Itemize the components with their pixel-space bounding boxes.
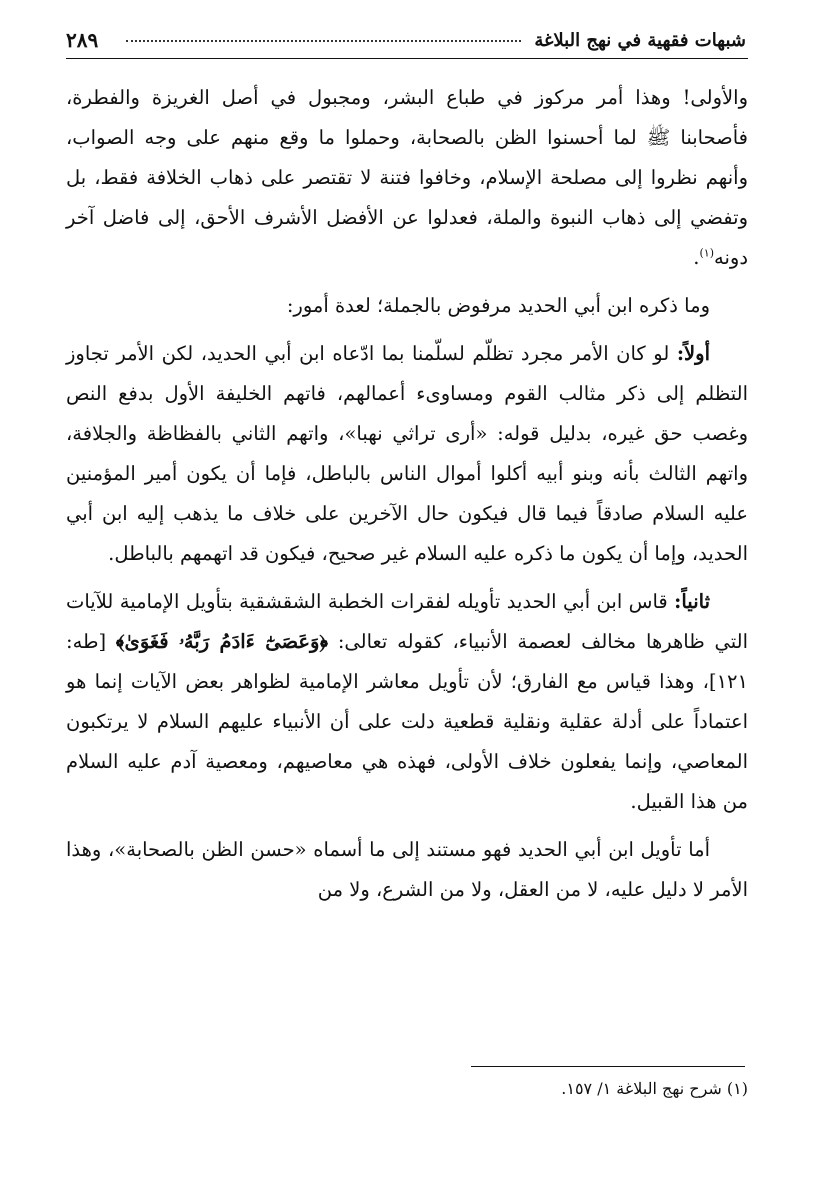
paragraph-3-text: لو كان الأمر مجرد تظلّم لسلّمنا بما ادّعاه ابن أبي الحديد، لكن الأمر تجاوز التظلم إلى ذكر مثالب القوم ومساوىء أعمالهم، فاتهم الخليفة الأول بدفع النص وغصب حق غيره، بدليل قوله: «أرى تراثي نهبا»، واتهم الثاني بالفظاظة والجلافة، واتهم الثالث بأنه وبنو أبيه أكلوا أموال الناس بالباطل، فإما أن يكون أمير المؤمنين عليه السلام صادقاً فيما قال فيكون حال الآخرين على خلاف ما يذهب إليه ابن أبي الحديد، وإما أن يكون ما ذكره عليه السلام غير صحيح، فيكون قد اتهمهم بالباطل.: [66, 342, 748, 565]
footnote-ref-1: (١): [699, 246, 715, 260]
point-one-label: أولاً:: [676, 342, 710, 365]
header-divider: [66, 58, 748, 59]
paragraph-1-end: .: [693, 246, 700, 269]
paragraph-2: وما ذكره ابن أبي الحديد مرفوض بالجملة؛ لعدة أمور:: [286, 294, 710, 317]
header-title: شبهات فقهية في نهج البلاغة: [534, 30, 746, 51]
paragraph-1: [66, 78, 748, 278]
header-dotted-leader: [126, 40, 521, 42]
quran-verse: ﴿وَعَصَىٰٓ ءَادَمُ رَبَّهُۥ فَغَوَىٰ﴾: [115, 630, 329, 653]
paragraph-1-text: والأولى! وهذا أمر مركوز في طباع البشر، ومجبول في أصل الغريزة والفطرة، فأصحابنا ﷺ لما أحسنوا الظن بالصحابة، وحملوا ما وقع منهم على وجه الصواب، وأنهم نظروا إلى مصلحة الإسلام، وخافوا فتنة لا تقتصر على ذهاب الخلافة فقط، بل وتفضي إلى ذهاب النبوة والملة، فعدلوا عن الأفضل الأشرف الأحق، إلى فاضل آخر دونه: [66, 86, 748, 269]
footnote-1: (١) شرح نهج البلاغة ١/ ١٥٧.: [561, 1079, 748, 1098]
paragraph-5: أما تأويل ابن أبي الحديد فهو مستند إلى ما أسماه «حسن الظن بالصحابة»، وهذا الأمر لا دليل عليه، لا من العقل، ولا من الشرع، ولا من: [66, 838, 748, 901]
point-two-label: ثانياً:: [674, 590, 710, 613]
running-header: [66, 26, 746, 58]
paragraph-4-text-a: قاس ابن أبي الحديد تأويله لفقرات الخطبة الشقشقية بتأويل الإمامية للآيات التي ظاهرها مخالف لعصمة الأنبياء، كقوله تعالى:: [66, 590, 748, 653]
main-text: [66, 78, 748, 918]
paragraph-3: [66, 334, 748, 574]
paragraph-4-text-b: [طه: ١٢١]، وهذا قياس مع الفارق؛ لأن تأويل معاشر الإمامية لظواهر بعض الآيات إنما هو اعتماداً على أدلة عقلية ونقلية قطعية دلت على أن الأنبياء عليهم السلام لا يرتكبون المعاصي، وإنما يفعلون خلاف الأولى، فهذه هي معاصيهم، ومعصية آدم عليه السلام من هذا القبيل.: [66, 630, 749, 813]
page-number: ٢٨٩: [66, 28, 99, 52]
paragraph-4: [66, 582, 748, 822]
footnote-divider: [471, 1066, 745, 1067]
